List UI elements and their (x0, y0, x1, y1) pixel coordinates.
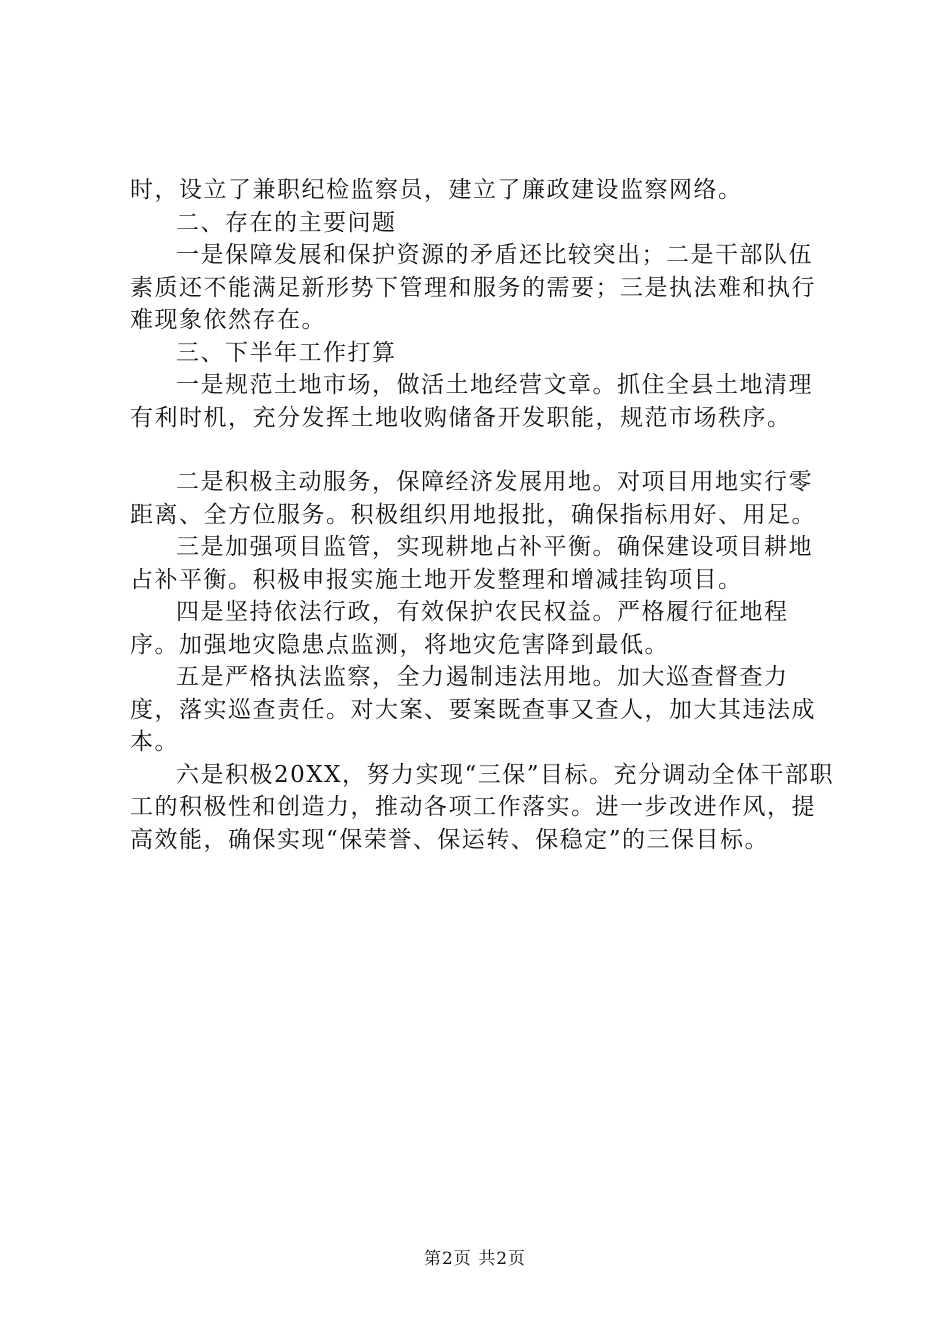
section-heading-problems: 二、存在的主要问题 (176, 209, 397, 236)
paragraph-problems: 一是保障发展和保护资源的矛盾还比较突出；二是干部队伍素质还不能满足新形势下管理和服务的需要；三是执法难和执行难现象依然存在。 (130, 242, 816, 333)
paragraph-plan-6: 六是积极20XX，努力实现“三保”目标。充分调动全体干部职工的积极性和创造力，推动各项工作落实。进一步改进作风，提高效能，确保实现“保荣誉、保运转、保稳定”的三保目标。 (130, 761, 835, 853)
paragraph-plan-2: 二是积极主动服务，保障经济发展用地。对项目用地实行零距离、全方位服务。积极组织用地报批，确保指标用好、用足。 (130, 469, 816, 528)
paragraph-gap (130, 434, 835, 466)
paragraph-plan-1: 一是规范土地市场，做活土地经营文章。抓住全县土地清理有利时机，充分发挥土地收购储备开发职能，规范市场秩序。 (130, 372, 813, 431)
paragraph-plan-4: 四是坚持依法行政，有效保护农民权益。严格履行征地程序。加强地灾隐患点监测，将地灾危害降到最低。 (130, 599, 789, 658)
paragraph-plan-5: 五是严格执法监察，全力遏制违法用地。加大巡查督查力度，落实巡查责任。对大案、要案既查事又查人，加大其违法成本。 (130, 664, 816, 755)
paragraph-continuation: 时，设立了兼职纪检监察员，建立了廉政建设监察网络。 (130, 177, 743, 203)
paragraph-plan-3: 三是加强项目监管，实现耕地占补平衡。确保建设项目耕地占补平衡。积极申报实施土地开发整理和增减挂钩项目。 (130, 534, 813, 593)
page-number-footer: 第2页 共2页 (423, 1249, 527, 1269)
section-heading-plans: 三、下半年工作打算 (176, 339, 397, 366)
document-body (130, 174, 835, 856)
